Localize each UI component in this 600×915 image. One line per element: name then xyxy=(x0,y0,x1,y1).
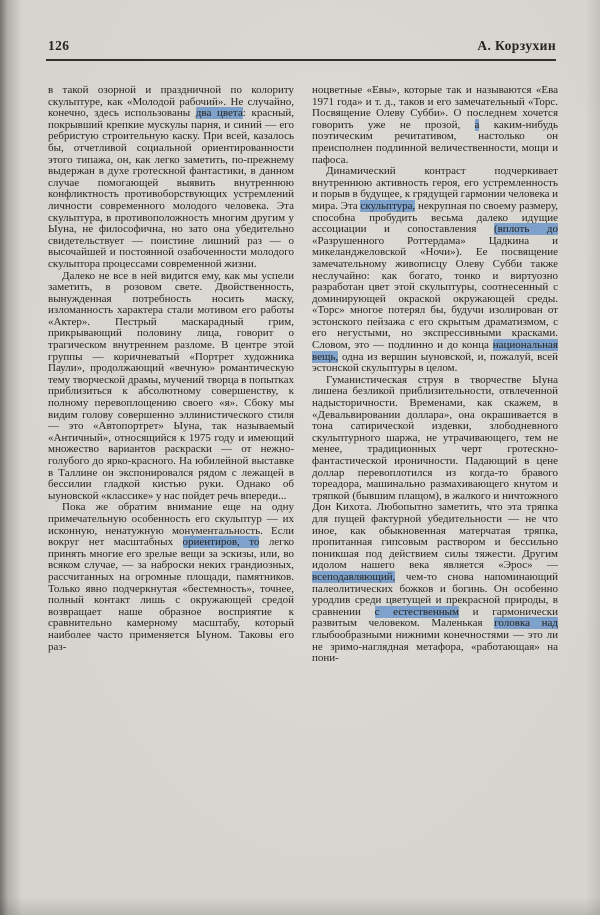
text-run: Далеко не все в ней видится ему, как мы успели заметить, в розовом свете. Двойственность, вынужденная потребность носить маску, изломанность характера стали мотивом его работы «Актер». Пестрый маскарадный грим, прикрывающий половину лица, говорит о трагическом внутреннем разломе. В центре этой группы — коричневатый «Портрет художника Паули», продолжающий «вечную» романтическую тему творческой драмы, мучений творца в попытках приблизиться к абсолютному совершенству, к полному перевоплощению своего «я». Сбоку мы видим голову совершенно эллинистического стиля — это «Автопортрет» Ыуна, так называемый «Античный», относящийся к 1975 году и имеющий множество вариантов раскраски — от нежно-голубого до ярко-красного. На юбилейной выставке в Таллине он экспонировался рядом с лежащей в бессилии гладкой кистью руки. Однако об ыуновской «классике» у нас пойдет речь впереди... xyxy=(48,269,294,502)
highlighted-text: два цвета xyxy=(195,107,243,120)
text-run: в такой озорной и праздничной по колориту скульптуре, как «Молодой рабочий». Не случайно, конечно, здесь использованы xyxy=(48,84,294,120)
highlighted-text: всеподавляющий, xyxy=(312,570,396,583)
text-run: Динамический контраст подчеркивает внутреннюю активность героя, его устремленность и порыв в будущее, к грядущей гармонии человека и мира. Эта xyxy=(312,165,558,212)
page-number: 126 xyxy=(48,38,70,53)
paragraph xyxy=(48,502,294,653)
text-run: одна из вершин ыуновской, и, пожалуй, всей эстонской скульптуры в целом. xyxy=(312,350,558,375)
text-run: «Разрушенного Роттердама» Цадкина и микеланджеловской «Ночи»). Ее посвящение замечательному живописцу Олеву Субби также неслучайно: как богато, тонко и виртуозно разработан цвет этой скульптуры, соотнесенный с доминирующей окраской окружающей среды. «Торс» многое потерял бы, будучи изолирован от эстонского пейзажа с его скрытым драматизмом, с его негустыми, но экспрессивными красками. Словом, это — подлинно и до конца xyxy=(312,234,558,352)
paragraph xyxy=(48,85,294,271)
paragraph xyxy=(312,85,558,166)
column-left xyxy=(48,85,294,889)
highlighted-text: головка над xyxy=(494,617,558,630)
text-run: некрупная по своему размеру, способна пробудить весьма далеко идущие ассоциации и сопоставления xyxy=(312,199,559,236)
text-run: Пока же обратим внимание еще на одну примечательную особенность его скульптур — их исконную, ненатужную монументальность. Если вокруг нет масштабных xyxy=(48,501,294,549)
page-author: А. Корзухин xyxy=(477,38,556,53)
text-run: чем-то снова напоминающий палеолитических божков и богинь. Он особенно уродлив среди цветущей и прекрасной природы, в сравнении xyxy=(312,570,558,618)
highlighted-text: ориентиров, то xyxy=(182,536,260,549)
highlighted-text: скульптура, xyxy=(360,199,416,212)
paragraph xyxy=(312,375,558,665)
text-run: легко принять многие его зрелые вещи за эскизы, или, во всяком случае, — за наброски неких грандиозных, рассчитанных на огромные площади, памятников. Только явно подчеркнутая «бестемность», точнее, полный контакт лишь с окружающей средой возвращает наше образное восприятие к сравнительно камерному масштабу, который наиболее часто применяется Ыуном. Таковы его раз- xyxy=(48,536,294,653)
paragraph xyxy=(48,271,294,503)
highlighted-text: а xyxy=(474,118,480,131)
column-right xyxy=(312,85,558,889)
page-header xyxy=(0,0,600,54)
text-run: каким-нибудь поэтическим речитативом, настолько он преисполнен подлинной величественности, мощи и пафоса. xyxy=(312,118,558,166)
text-run: и гармонически развитым человеком. Маленькая xyxy=(312,605,558,630)
text-run: Гуманистическая струя в творчестве Ыуна лишена безликой приблизительности, отвлеченной надысторичности. Временами, как скажем, в «Девальвировании доллара», она окрашивается в тона сатирической издевки, злободневного скульптурного шаржа, не утрачивающего, тем не менее, традиционных черт гротескно-фантастической ироничности. Падающий в цене доллар перевоплотился из когда-то бравого тореадора, машинально размахивающего кнутом и тряпкой (бывшим плащом), в жалкого и ничтожного Дон Кихота. Любопытно заметить, что эта тряпка для пущей фактурной убедительности — не что иное, как обыкновенная матерчатая тряпка, пропитанная гипсовым раствором и бессильно поникшая под действием силы тяжести. Другим идолом нашего века является «Эрос» — xyxy=(312,373,558,572)
highlighted-text: национальная вещь, xyxy=(312,339,558,363)
text-run: глыбообразными нижними конечностями — это ли не зримо-наглядная метафора, «работающая» на пони- xyxy=(312,628,558,665)
highlighted-text: с естественным xyxy=(374,605,459,618)
text-run: ноцветные «Евы», которые так и называются «Ева 1971 года» и т. д., таков и его замечательный «Торс. Посвящение Олеву Субби». О последнем хочется говорить уже не прозой, xyxy=(312,84,558,131)
text-columns xyxy=(0,61,600,889)
paragraph xyxy=(312,166,558,375)
highlighted-text: (вплоть до xyxy=(493,223,558,236)
text-run: : красный, покрывший крепкие мускулы парня, и синий — его ребристую строительную каску. При всей, казалось бы, отчетливой социальной ориентированности этого типажа, он, как легко заметить, по-прежнему выдержан в духе гротескной фантастики, в данном случае помогающей выявить внутреннюю конфликтность противоборствующих устремлений личности современного молодого человека. Эта скульптура, в противоположность многим другим у Ыуна, не философична, но зато она убедительно свидетельствует — поистине лишний раз — о высочайшей и постоянной озабоченности молодого скульптора процессами современной жизни. xyxy=(48,107,294,270)
